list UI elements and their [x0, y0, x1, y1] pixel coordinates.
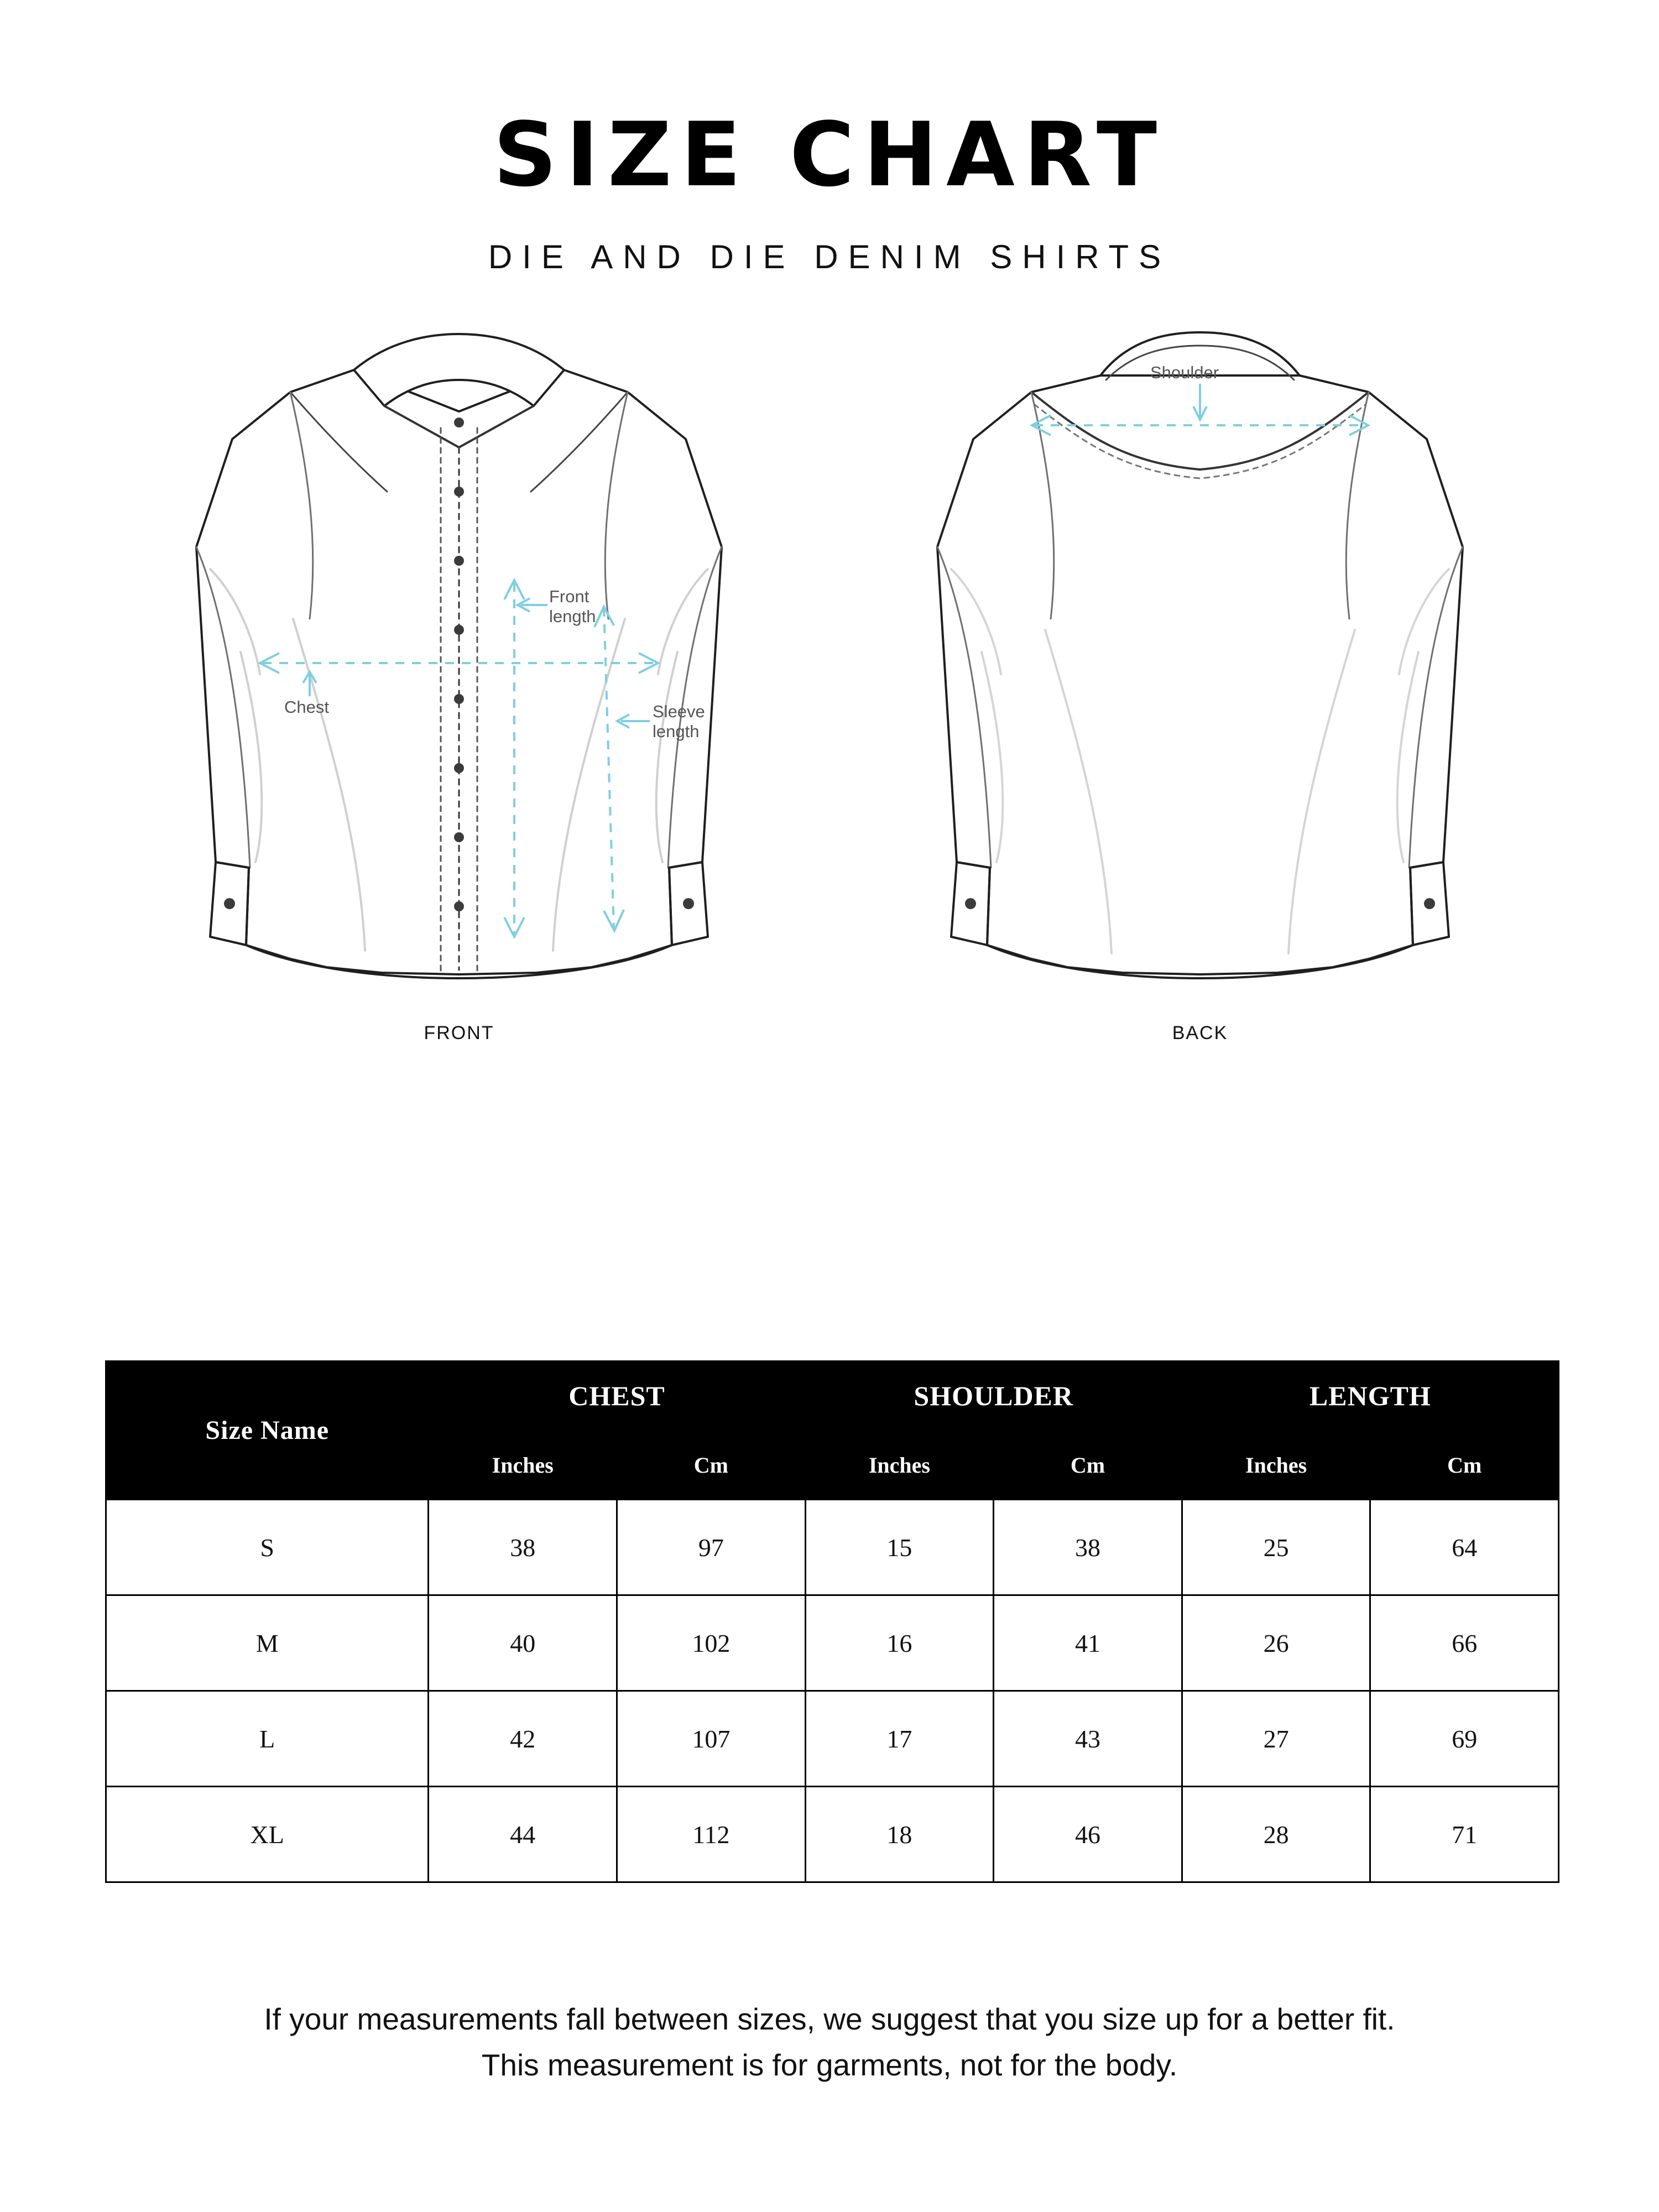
view-label-back: BACK — [1172, 1022, 1228, 1044]
header-unit-length-inches: Inches — [1182, 1431, 1370, 1500]
cell-shoulder-inches: 15 — [805, 1500, 994, 1595]
cell-size: XL — [106, 1787, 429, 1882]
page-header — [0, 0, 1659, 276]
table-row — [106, 1691, 1559, 1787]
annotation-front-length-line2: length — [549, 607, 596, 626]
garment-illustrations — [0, 309, 1659, 1139]
view-label-front: FRONT — [424, 1022, 494, 1044]
header-unit-shoulder-cm: Cm — [994, 1431, 1182, 1500]
cell-size: L — [106, 1691, 429, 1787]
header-unit-chest-cm: Cm — [617, 1431, 806, 1500]
page-title: SIZE CHART — [493, 103, 1166, 206]
header-group-chest: CHEST — [429, 1361, 805, 1431]
shirt-back-illustration — [868, 309, 1532, 1083]
cell-chest-cm: 102 — [617, 1595, 806, 1691]
cell-shoulder-inches: 16 — [805, 1595, 994, 1691]
cell-shoulder-inches: 18 — [805, 1787, 994, 1882]
cell-length-cm: 66 — [1370, 1595, 1559, 1691]
annotation-front-length-line1: Front — [549, 587, 589, 606]
button-placket — [224, 418, 694, 911]
footnote-line-1: If your measurements fall between sizes, we suggest that you size up for a better fit. — [264, 2002, 1395, 2036]
page-subtitle: DIE AND DIE DENIM SHIRTS — [488, 238, 1171, 275]
cell-chest-inches: 42 — [429, 1691, 617, 1787]
cell-length-cm: 64 — [1370, 1500, 1559, 1595]
header-size-name: Size Name — [106, 1361, 429, 1500]
cell-length-inches: 28 — [1182, 1787, 1370, 1882]
cell-shoulder-cm: 41 — [994, 1595, 1182, 1691]
cell-chest-inches: 38 — [429, 1500, 617, 1595]
cell-size: S — [106, 1500, 429, 1595]
cell-shoulder-cm: 43 — [994, 1691, 1182, 1787]
cell-length-cm: 69 — [1370, 1691, 1559, 1787]
cell-shoulder-cm: 38 — [994, 1500, 1182, 1595]
table-row — [106, 1500, 1559, 1595]
annotation-sleeve-line1: Sleeve — [653, 702, 705, 721]
shirt-front-illustration — [127, 309, 791, 1083]
annotation-sleeve-line2: length — [653, 722, 700, 741]
cell-shoulder-inches: 17 — [805, 1691, 994, 1787]
table-row — [106, 1787, 1559, 1882]
table-header-groups — [106, 1361, 1559, 1431]
cell-chest-inches: 40 — [429, 1595, 617, 1691]
cell-shoulder-cm: 46 — [994, 1787, 1182, 1882]
size-table — [105, 1360, 1559, 1883]
annotation-chest: Chest — [284, 697, 329, 717]
cell-chest-cm: 107 — [617, 1691, 806, 1787]
footnote-line-2: This measurement is for garments, not for the body. — [481, 2047, 1178, 2082]
cell-length-inches: 27 — [1182, 1691, 1370, 1787]
header-group-shoulder: SHOULDER — [805, 1361, 1182, 1431]
footnote — [0, 1996, 1659, 2088]
cell-length-inches: 25 — [1182, 1500, 1370, 1595]
cell-chest-cm: 112 — [617, 1787, 806, 1882]
annotation-shoulder: Shoulder — [1150, 363, 1219, 382]
header-group-length: LENGTH — [1182, 1361, 1558, 1431]
size-table-wrapper — [105, 1360, 1559, 1883]
header-unit-shoulder-inches: Inches — [805, 1431, 994, 1500]
table-row — [106, 1595, 1559, 1691]
cell-size: M — [106, 1595, 429, 1691]
cell-length-inches: 26 — [1182, 1595, 1370, 1691]
header-unit-chest-inches: Inches — [429, 1431, 617, 1500]
header-unit-length-cm: Cm — [1370, 1431, 1559, 1500]
cell-length-cm: 71 — [1370, 1787, 1559, 1882]
cell-chest-inches: 44 — [429, 1787, 617, 1882]
cell-chest-cm: 97 — [617, 1500, 806, 1595]
